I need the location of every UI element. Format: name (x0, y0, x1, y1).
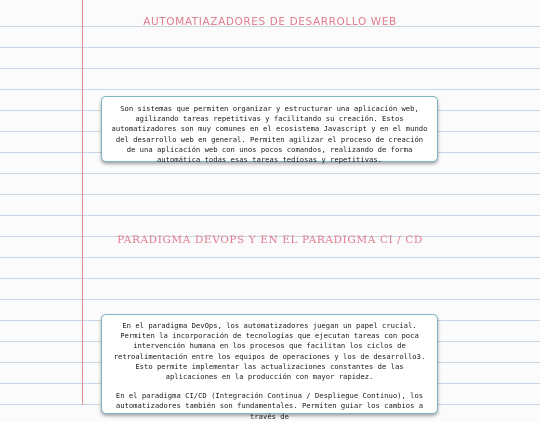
automatizadores-paragraph: Son sistemas que permiten organizar y estructurar una aplicación web, agilizando tareas repetitivas y facilitando su creación. Estos automatizadores son muy comunes en el ecosistema Javascript y en el mundo del desarrollo web en general. Permiten agilizar el proceso de creación de una aplicación web con unos pocos comandos, realizando de forma automática todas esas tareas tediosas y repetitivas. (111, 104, 428, 165)
automatizadores-description-card (101, 96, 438, 165)
section-title-devops-cicd: PARADIGMA DEVOPS Y EN EL PARADIGMA CI / CD (117, 234, 423, 246)
devops-cicd-description-card (101, 314, 438, 421)
notebook-margin-line (82, 0, 83, 405)
section-title-automatizadores: AUTOMATIAZADORES DE DESARROLLO WEB (143, 16, 397, 28)
cicd-paragraph: En el paradigma CI/CD (Integración Continua / Despliegue Continuo), los automatizadores también son fundamentales. Permiten guiar los cambios a través de (115, 391, 424, 421)
devops-paragraph: En el paradigma DevOps, los automatizadores juegan un papel crucial. Permiten la incorporación de tecnologías que ejecutan tareas con poca intervención humana en los procesos que facilitan los ciclos de retroalimentación entre los equipos de operaciones y los de desarrollo3. Esto permite implementar las actualizaciones constantes de las aplicaciones en la producción con mayor rapidez. (113, 321, 426, 382)
